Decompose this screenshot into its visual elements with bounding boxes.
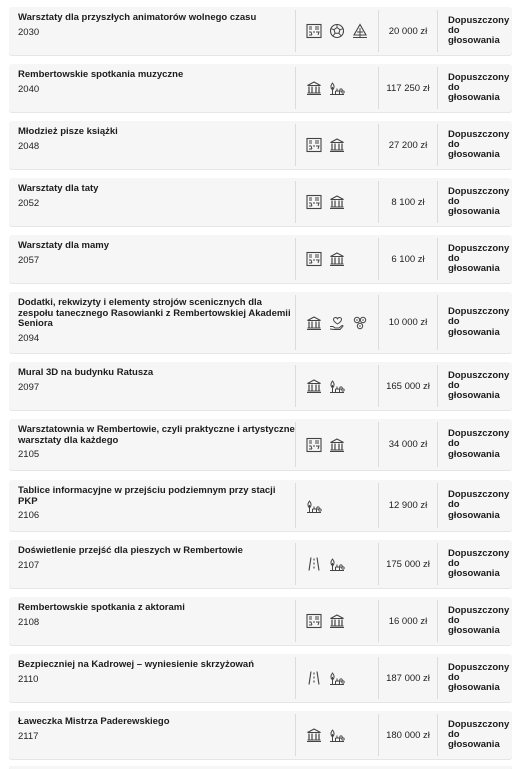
project-row[interactable] bbox=[9, 292, 512, 353]
project-row[interactable] bbox=[9, 7, 512, 55]
project-status: Dopuszczony do głosowania bbox=[448, 428, 510, 460]
project-title-cell bbox=[9, 362, 295, 410]
project-title[interactable]: Doświetlenie przejść dla pieszych w Rembertowie bbox=[18, 545, 243, 556]
project-title[interactable]: Rembertowskie spotkania z aktorami bbox=[18, 602, 185, 613]
category-icons bbox=[296, 7, 378, 55]
project-title[interactable]: Warsztatownia w Rembertowie, czyli praktyczne i artystyczne warsztaty dla każdego bbox=[18, 424, 295, 446]
project-status: Dopuszczony do głosowania bbox=[448, 661, 510, 694]
project-cost: 165 000 zł bbox=[386, 380, 430, 392]
project-number: 2057 bbox=[18, 254, 40, 266]
category-icons bbox=[296, 711, 378, 759]
environment-icon bbox=[329, 556, 345, 572]
project-status: Dopuszczony do głosowania bbox=[448, 369, 510, 402]
project-status: Dopuszczony do głosowania bbox=[448, 718, 510, 751]
education-icon bbox=[306, 137, 322, 153]
project-title-cell bbox=[9, 121, 295, 169]
project-title[interactable]: Młodzież pisze książki bbox=[18, 126, 118, 137]
project-title-cell bbox=[9, 292, 295, 353]
transport-icon bbox=[306, 670, 322, 686]
status-cell bbox=[438, 235, 512, 283]
status-cell bbox=[438, 362, 512, 410]
culture-icon bbox=[306, 315, 322, 331]
category-icons bbox=[296, 540, 378, 588]
project-number: 2030 bbox=[18, 26, 40, 38]
project-title-cell bbox=[9, 178, 295, 226]
status-cell bbox=[438, 419, 512, 470]
project-status: Dopuszczony do głosowania bbox=[448, 604, 510, 637]
project-title[interactable]: Tablice informacyjne w przejściu podziemnym przy stacji PKP bbox=[18, 485, 276, 507]
public-space-icon bbox=[352, 23, 368, 39]
education-icon bbox=[306, 251, 322, 267]
project-title-cell bbox=[9, 64, 295, 112]
environment-icon bbox=[329, 670, 345, 686]
project-cost: 12 900 zł bbox=[388, 500, 428, 511]
project-title[interactable]: Dodatki, rekwizyty i elementy strojów scenicznych dla zespołu tanecznego Rasowianki z Rembertowskiej Akademii Seniora bbox=[18, 297, 291, 329]
project-row[interactable] bbox=[9, 235, 512, 283]
project-cost: 34 000 zł bbox=[388, 439, 428, 450]
project-title[interactable]: Rembertowskie spotkania muzyczne bbox=[18, 69, 184, 80]
project-cost: 6 100 zł bbox=[391, 253, 425, 265]
project-number: 2108 bbox=[18, 616, 40, 628]
project-title[interactable]: Warsztaty dla taty bbox=[18, 183, 99, 194]
project-number: 2117 bbox=[18, 730, 39, 742]
project-title-cell bbox=[9, 480, 295, 531]
project-status: Dopuszczony do głosowania bbox=[448, 14, 510, 47]
category-icons bbox=[296, 654, 378, 702]
education-icon bbox=[306, 194, 322, 210]
category-icons bbox=[296, 480, 378, 531]
health-icon bbox=[352, 315, 368, 331]
category-icons bbox=[296, 64, 378, 112]
culture-icon bbox=[329, 137, 345, 153]
project-number: 2110 bbox=[18, 673, 39, 685]
project-row[interactable] bbox=[9, 480, 512, 531]
environment-icon bbox=[306, 498, 322, 514]
project-cost: 180 000 zł bbox=[386, 729, 430, 741]
project-number: 2106 bbox=[18, 510, 40, 521]
culture-icon bbox=[329, 437, 345, 453]
education-icon bbox=[306, 23, 322, 39]
social-help-icon bbox=[329, 315, 345, 331]
culture-icon bbox=[306, 727, 322, 743]
status-cell bbox=[438, 292, 512, 353]
project-status: Dopuszczony do głosowania bbox=[448, 242, 510, 275]
project-status: Dopuszczony do głosowania bbox=[448, 185, 510, 218]
project-title[interactable]: Mural 3D na budynku Ratusza bbox=[18, 367, 154, 378]
project-number: 2094 bbox=[18, 332, 40, 344]
project-status: Dopuszczony do głosowania bbox=[448, 306, 510, 338]
project-cost: 8 100 zł bbox=[391, 196, 425, 208]
project-row[interactable] bbox=[9, 64, 512, 112]
status-cell bbox=[438, 711, 512, 759]
status-cell bbox=[438, 121, 512, 169]
project-status: Dopuszczony do głosowania bbox=[448, 547, 510, 580]
project-title[interactable]: Ławeczka Mistrza Paderewskiego bbox=[18, 716, 170, 727]
project-number: 2097 bbox=[18, 381, 40, 393]
education-icon bbox=[306, 613, 322, 629]
project-number: 2107 bbox=[18, 559, 40, 571]
project-title[interactable]: Bezpieczniej na Kadrowej – wyniesienie skrzyżowań bbox=[18, 659, 255, 670]
culture-icon bbox=[306, 378, 322, 394]
project-status: Dopuszczony do głosowania bbox=[448, 489, 510, 521]
project-cost: 20 000 zł bbox=[388, 25, 428, 37]
project-row[interactable] bbox=[9, 419, 512, 470]
project-cost: 16 000 zł bbox=[388, 615, 428, 627]
project-row[interactable] bbox=[9, 178, 512, 226]
status-cell bbox=[438, 178, 512, 226]
sport-icon bbox=[329, 23, 345, 39]
project-number: 2052 bbox=[18, 197, 40, 209]
project-title-cell bbox=[9, 419, 295, 470]
category-icons bbox=[296, 362, 378, 410]
project-cost: 27 200 zł bbox=[388, 139, 428, 151]
project-cost: 10 000 zł bbox=[388, 317, 428, 328]
culture-icon bbox=[329, 613, 345, 629]
project-status: Dopuszczony do głosowania bbox=[448, 71, 510, 104]
project-title[interactable]: Warsztaty dla przyszłych animatorów wolnego czasu bbox=[18, 12, 257, 23]
transport-icon bbox=[306, 556, 322, 572]
project-title-cell bbox=[9, 7, 295, 55]
environment-icon bbox=[329, 80, 345, 96]
status-cell bbox=[438, 654, 512, 702]
project-status: Dopuszczony do głosowania bbox=[448, 128, 510, 161]
project-title-cell bbox=[9, 540, 295, 588]
culture-icon bbox=[329, 251, 345, 267]
project-title-cell bbox=[9, 654, 295, 702]
status-cell bbox=[438, 7, 512, 55]
category-icons bbox=[296, 597, 378, 645]
education-icon bbox=[306, 437, 322, 453]
status-cell bbox=[438, 597, 512, 645]
project-title-cell bbox=[9, 235, 295, 283]
project-row[interactable] bbox=[9, 121, 512, 169]
project-row[interactable] bbox=[9, 654, 512, 702]
status-cell bbox=[438, 480, 512, 531]
culture-icon bbox=[329, 194, 345, 210]
category-icons bbox=[296, 121, 378, 169]
project-row[interactable] bbox=[9, 597, 512, 645]
project-title[interactable]: Warsztaty dla mamy bbox=[18, 240, 109, 251]
status-cell bbox=[438, 64, 512, 112]
category-icons bbox=[296, 178, 378, 226]
category-icons bbox=[296, 292, 378, 353]
culture-icon bbox=[306, 80, 322, 96]
environment-icon bbox=[329, 378, 345, 394]
project-cost: 117 250 zł bbox=[386, 82, 430, 94]
project-cost: 187 000 zł bbox=[386, 672, 430, 684]
project-title-cell bbox=[9, 597, 295, 645]
project-cost: 175 000 zł bbox=[386, 558, 430, 570]
environment-icon bbox=[329, 727, 345, 743]
category-icons bbox=[296, 235, 378, 283]
project-title-cell bbox=[9, 711, 295, 759]
project-row[interactable] bbox=[9, 362, 512, 410]
category-icons bbox=[296, 419, 378, 470]
project-number: 2048 bbox=[18, 140, 40, 152]
project-row[interactable] bbox=[9, 711, 512, 759]
status-cell bbox=[438, 540, 512, 588]
project-row[interactable] bbox=[9, 540, 512, 588]
project-number: 2040 bbox=[18, 83, 40, 95]
project-number: 2105 bbox=[18, 449, 40, 460]
